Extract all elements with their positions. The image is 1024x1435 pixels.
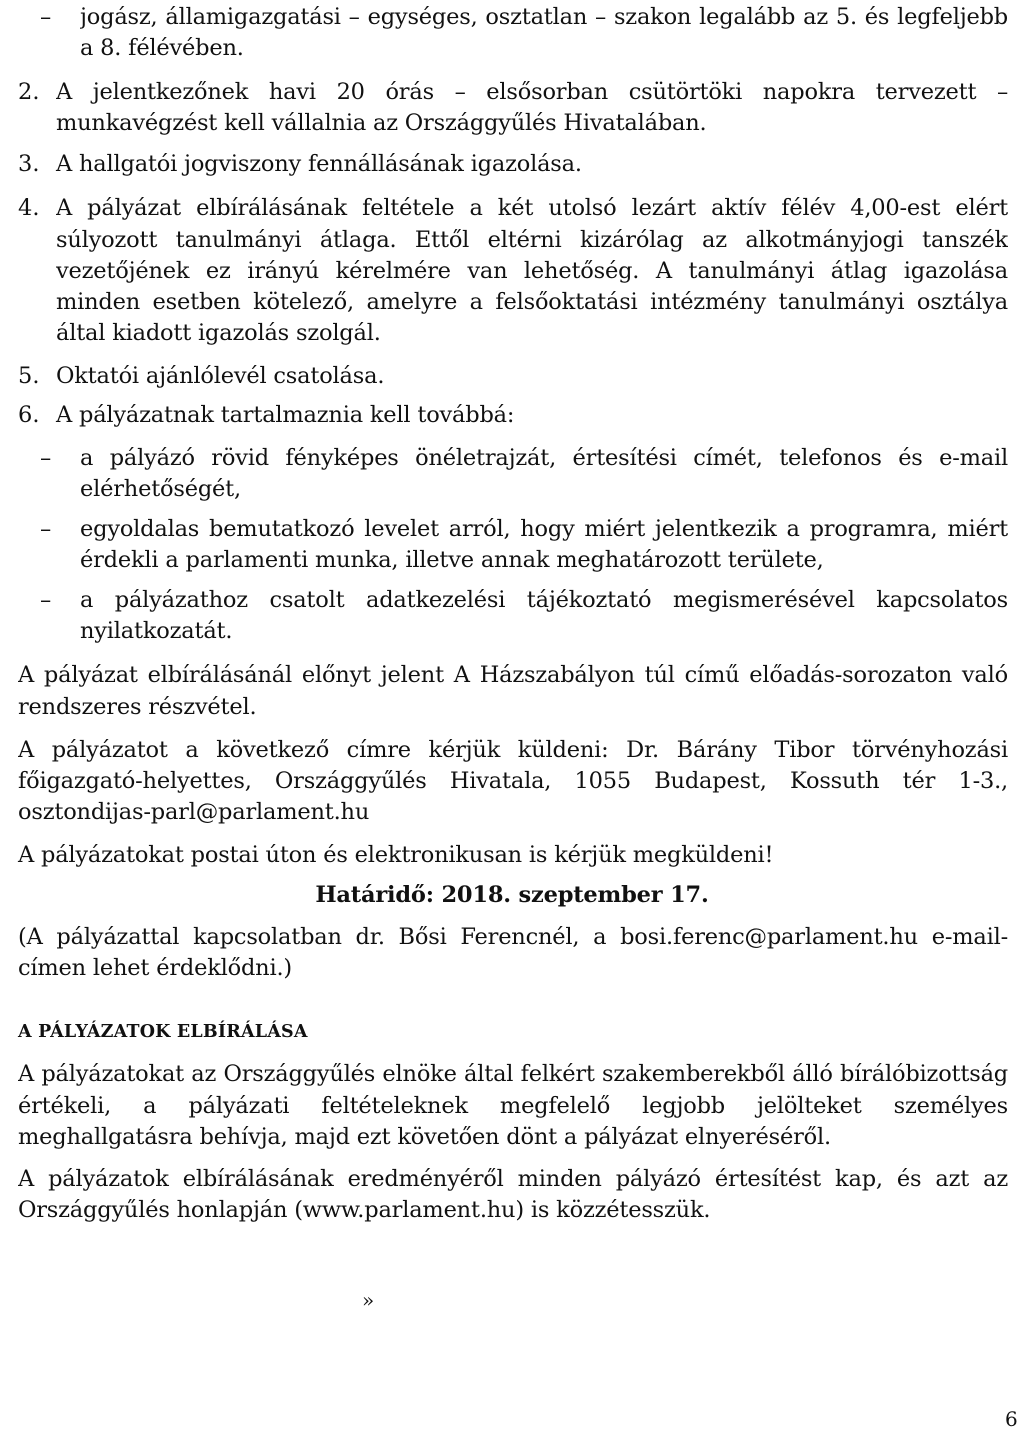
- submission-paragraph: A pályázatokat postai úton és elektronikusan is kérjük megküldeni!: [18, 842, 774, 868]
- sublist-item-text: érdekli a parlamenti munka, illetve annak meghatározott területe,: [80, 547, 824, 573]
- requirement-4-text: vezetőjének ez irányú kérelmére van lehetőség. A tanulmányi átlag igazolása: [56, 258, 1008, 284]
- requirement-3-text: A hallgatói jogviszony fennállásának igazolása.: [56, 151, 582, 177]
- deadline: Határidő: 2018. szeptember 17.: [315, 882, 709, 908]
- sublist-item-text: egyoldalas bemutatkozó levelet arról, hogy miért jelentkezik a programra, miért: [80, 516, 1008, 542]
- list-dash: –: [40, 4, 52, 30]
- section-heading: A PÁLYÁZATOK ELBÍRÁLÁSA: [18, 1022, 308, 1042]
- requirement-4-text: súlyozott tanulmányi átlaga. Ettől eltérni kizárólag az alkotmányjogi tanszék: [56, 227, 1008, 253]
- list-number-3: 3.: [18, 151, 40, 177]
- results-paragraph: A pályázatok elbírálásának eredményéről minden pályázó értesítést kap, és azt az: [18, 1166, 1008, 1192]
- address-paragraph: A pályázatot a következő címre kérjük küldeni: Dr. Bárány Tibor törvényhozási: [18, 737, 1008, 763]
- sublist-item-text: nyilatkozatát.: [80, 618, 233, 644]
- contact-paragraph: (A pályázattal kapcsolatban dr. Bősi Ferencnél, a bosi.ferenc@parlament.hu e-mail-: [18, 924, 1008, 950]
- list-number-2: 2.: [18, 79, 40, 105]
- list-dash: –: [40, 587, 52, 613]
- evaluation-paragraph: értékeli, a pályázati feltételeknek megfelelő legjobb jelölteket személyes: [18, 1093, 1008, 1119]
- sublist-item-text: elérhetőségét,: [80, 476, 241, 502]
- evaluation-paragraph: A pályázatokat az Országgyűlés elnöke által felkért szakemberekből álló bírálóbizottság: [18, 1061, 1008, 1087]
- requirement-4-text: minden esetben kötelező, amelyre a felsőoktatási intézmény tanulmányi osztálya: [56, 289, 1008, 315]
- page-number: 6: [1005, 1407, 1018, 1431]
- evaluation-paragraph: meghallgatásra behívja, majd ezt követően dönt a pályázat elnyeréséről.: [18, 1124, 831, 1150]
- requirement-2-text: A jelentkezőnek havi 20 órás – elsősorban csütörtöki napokra tervezett –: [56, 79, 1008, 105]
- requirement-6-text: A pályázatnak tartalmaznia kell továbbá:: [56, 402, 515, 428]
- list-number-4: 4.: [18, 195, 40, 221]
- address-paragraph: főigazgató-helyettes, Országgyűlés Hivatala, 1055 Budapest, Kossuth tér 1-3.,: [18, 768, 1008, 794]
- requirement-5-text: Oktatói ajánlólevél csatolása.: [56, 363, 385, 389]
- contact-paragraph: címen lehet érdeklődni.): [18, 955, 292, 981]
- sublist-item-text: a pályázó rövid fényképes önéletrajzát, értesítési címét, telefonos és e-mail: [80, 445, 1008, 471]
- criteria-line: a 8. félévében.: [80, 35, 244, 61]
- criteria-line: jogász, államigazgatási – egységes, osztatlan – szakon legalább az 5. és legfeljebb: [80, 4, 1008, 30]
- email-address: osztondijas-parl@parlament.hu: [18, 799, 370, 825]
- list-number-5: 5.: [18, 363, 40, 389]
- advantage-paragraph: rendszeres részvétel.: [18, 694, 257, 720]
- sublist-item-text: a pályázathoz csatolt adatkezelési tájékoztató megismerésével kapcsolatos: [80, 587, 1008, 613]
- advantage-paragraph: A pályázat elbírálásánál előnyt jelent A Házszabályon túl című előadás-sorozaton való: [18, 662, 1008, 688]
- requirement-2-text: munkavégzést kell vállalnia az Országgyűlés Hivatalában.: [56, 110, 707, 136]
- list-dash: –: [40, 516, 52, 542]
- requirement-4-text: által kiadott igazolás szolgál.: [56, 320, 381, 346]
- stray-mark: »: [362, 1288, 375, 1312]
- requirement-4-text: A pályázat elbírálásának feltétele a két utolsó lezárt aktív félév 4,00-est elért: [56, 195, 1008, 221]
- list-number-6: 6.: [18, 402, 40, 428]
- results-paragraph: Országgyűlés honlapján (www.parlament.hu) is közzétesszük.: [18, 1197, 711, 1223]
- list-dash: –: [40, 445, 52, 471]
